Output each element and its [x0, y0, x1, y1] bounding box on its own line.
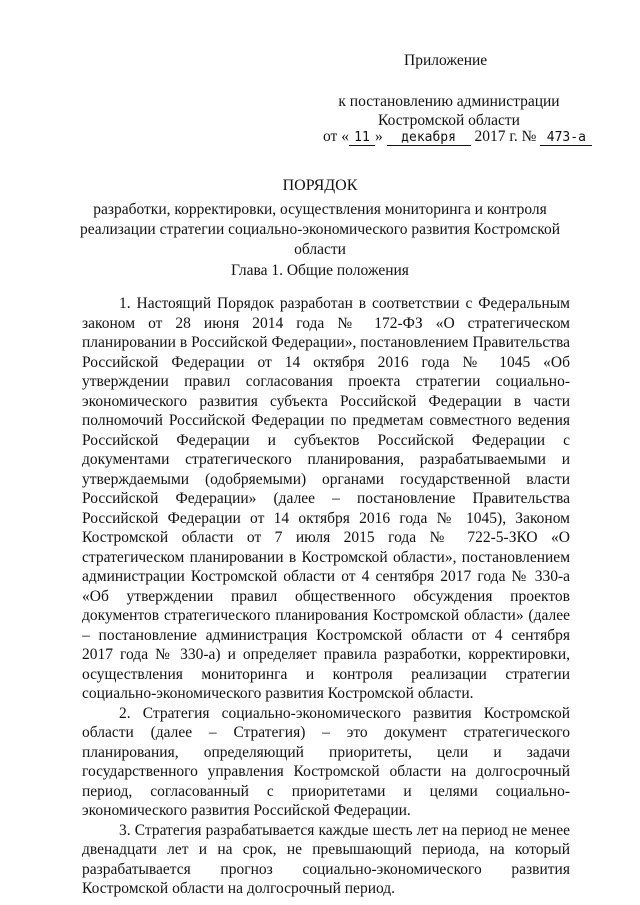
paragraph-1: 1. Настоящий Порядок разработан в соответствии с Федеральным законом от 28 июня 2014 года № 172-ФЗ «О стратегическом планировании в Российской Федерации», постановлением Правительства Российской Федерации от 14 октября 2016 года № 1045 «Об утверждении правил согласования проекта стратегии социально-экономического развития субъекта Российской Федерации в части полномочий Российской Федерации по предметам совместного ведения Российской Федерации и субъектов Российской Федерации с документами стратегического планирования, разрабатываемыми и утверждаемыми (одобряемыми) органами государственной власти Российской Федерации» (далее – постановление Правительства Российской Федерации от 14 октября 2016 года № 1045), Законом Костромской области от 7 июля 2015 года № 722-5-ЗКО «О стратегическом планировании в Костромской области», постановлением администрации Костромской области от 4 сентября 2017 года № 330-а «Об утверждении правил общественного обсуждения проектов документов стратегического планирования Костромской области» (далее – постановление администрация Костромской области от 4 сентября 2017 года № 330-а) и определяет правила разработки, корректировки, осуществления мониторинга и контроля реализации стратегии социально-экономического развития Костромской области. — [82, 295, 570, 702]
chapter-heading: Глава 1. Общие положения — [231, 262, 409, 279]
paragraph-3: 3. Стратегия разрабатывается каждые шесть лет на период не менее двенадцати лет и на срок, не превышающий периода, на который разрабатывается прогноз социально-экономического развития Костромской области на долгосрочный период. — [82, 821, 570, 897]
decree-year: 2017 г. № — [474, 128, 537, 145]
document-subtitle: разработки, корректировки, осуществления мониторинга и контроля реализации стратегии социально-экономического развития Костромской области — [79, 201, 561, 258]
decree-day: 11 — [349, 130, 375, 146]
document-body — [82, 294, 570, 899]
date-mid: » — [374, 128, 383, 145]
decree-month: декабря — [387, 130, 471, 146]
document-title: ПОРЯДОК — [282, 177, 358, 194]
decree-reference: к постановлению администрации Костромской области — [338, 93, 560, 129]
decree-number: 473-а — [540, 130, 592, 146]
decree-date-line — [323, 128, 592, 146]
appendix-label: Приложение — [404, 52, 488, 69]
date-prefix: от « — [323, 128, 349, 145]
paragraph-2: 2. Стратегия социально-экономического развития Костромской области (далее – Стратегия) – это документ стратегического планирования, определяющий приоритеты, цели и задачи государственного управления Костромской области на долгосрочный период, согласованный с приоритетами и целями социально-экономического развития Российской Федерации. — [82, 704, 570, 819]
title-block — [60, 176, 580, 260]
